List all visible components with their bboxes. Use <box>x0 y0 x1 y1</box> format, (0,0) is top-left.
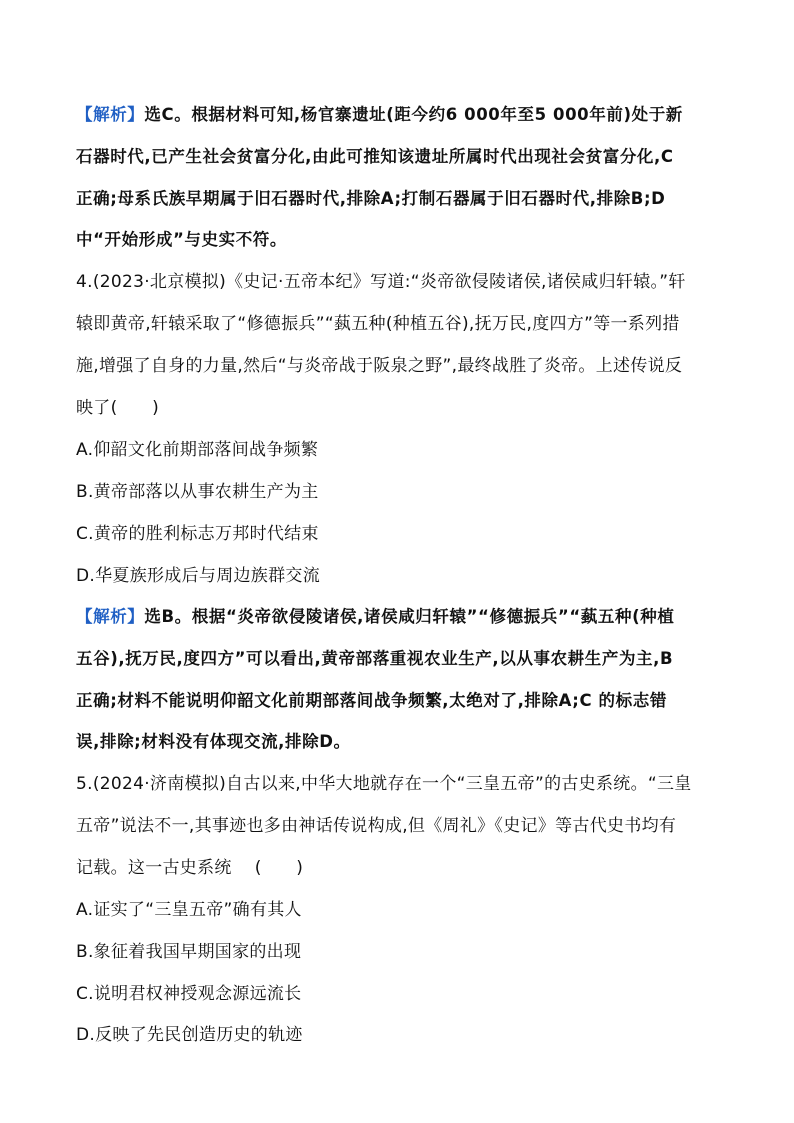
question-5-option-a: A.证实了“三皇五帝”确有其人 <box>76 900 302 920</box>
question-5-line-1: 5.(2024·济南模拟)自古以来,中华大地就存在一个“三皇五帝”的古史系统。“三皇 <box>76 774 692 794</box>
analysis-1-line-4: 中“开始形成”与史实不符。 <box>76 230 287 249</box>
analysis-tag: 【解析】 <box>76 607 145 626</box>
analysis-2-line-4: 误,排除;材料没有体现交流,排除D。 <box>76 732 351 751</box>
question-4-option-c: C.黄帝的胜利标志万邦时代结束 <box>76 524 319 544</box>
analysis-1-line-2: 石器时代,已产生社会贫富分化,由此可推知该遗址所属时代出现社会贫富分化,C <box>76 147 674 166</box>
analysis-2-line-2: 五谷),抚万民,度四方”可以看出,黄帝部落重视农业生产,以从事农耕生产为主,B <box>76 649 674 668</box>
question-5-option-d: D.反映了先民创造历史的轨迹 <box>76 1025 303 1045</box>
question-4-option-a: A.仰韶文化前期部落间战争频繁 <box>76 440 319 460</box>
question-4-line-2: 辕即黄帝,轩辕采取了“修德振兵”“蓺五种(种植五谷),抚万民,度四方”等一系列措 <box>76 314 680 334</box>
question-5-line-2: 五帝”说法不一,其事迹也多由神话传说构成,但《周礼》《史记》等古代史书均有 <box>76 816 677 836</box>
analysis-2-line-3: 正确;材料不能说明仰韶文化前期部落间战争频繁,太绝对了,排除A;C 的标志错 <box>76 691 667 710</box>
question-4-line-4: 映了( ) <box>76 398 160 418</box>
question-4-line-3: 施,增强了自身的力量,然后“与炎帝战于阪泉之野”,最终战胜了炎帝。上述传说反 <box>76 356 683 376</box>
analysis-1-line-1 <box>76 104 720 126</box>
question-4-option-b: B.黄帝部落以从事农耕生产为主 <box>76 482 319 502</box>
analysis-tag: 【解析】 <box>76 105 145 124</box>
question-5-line-3: 记载。这一古史系统 ( ) <box>76 858 304 878</box>
analysis-2-line-1 <box>76 606 720 628</box>
analysis-text: 选B。根据“炎帝欲侵陵诸侯,诸侯咸归轩辕”“修德振兵”“蓺五种(种植 <box>144 607 675 626</box>
question-5-option-c: C.说明君权神授观念源远流长 <box>76 984 302 1004</box>
question-4-line-1: 4.(2023·北京模拟)《史记·五帝本纪》写道:“炎帝欲侵陵诸侯,诸侯咸归轩辕。”轩 <box>76 272 686 292</box>
question-5-option-b: B.象征着我国早期国家的出现 <box>76 942 302 962</box>
analysis-1-line-3: 正确;母系氏族早期属于旧石器时代,排除A;打制石器属于旧石器时代,排除B;D <box>76 189 666 208</box>
question-4-option-d: D.华夏族形成后与周边族群交流 <box>76 566 320 586</box>
analysis-text: 选C。根据材料可知,杨官寨遗址(距今约6 000年至5 000年前)处于新 <box>144 105 683 124</box>
